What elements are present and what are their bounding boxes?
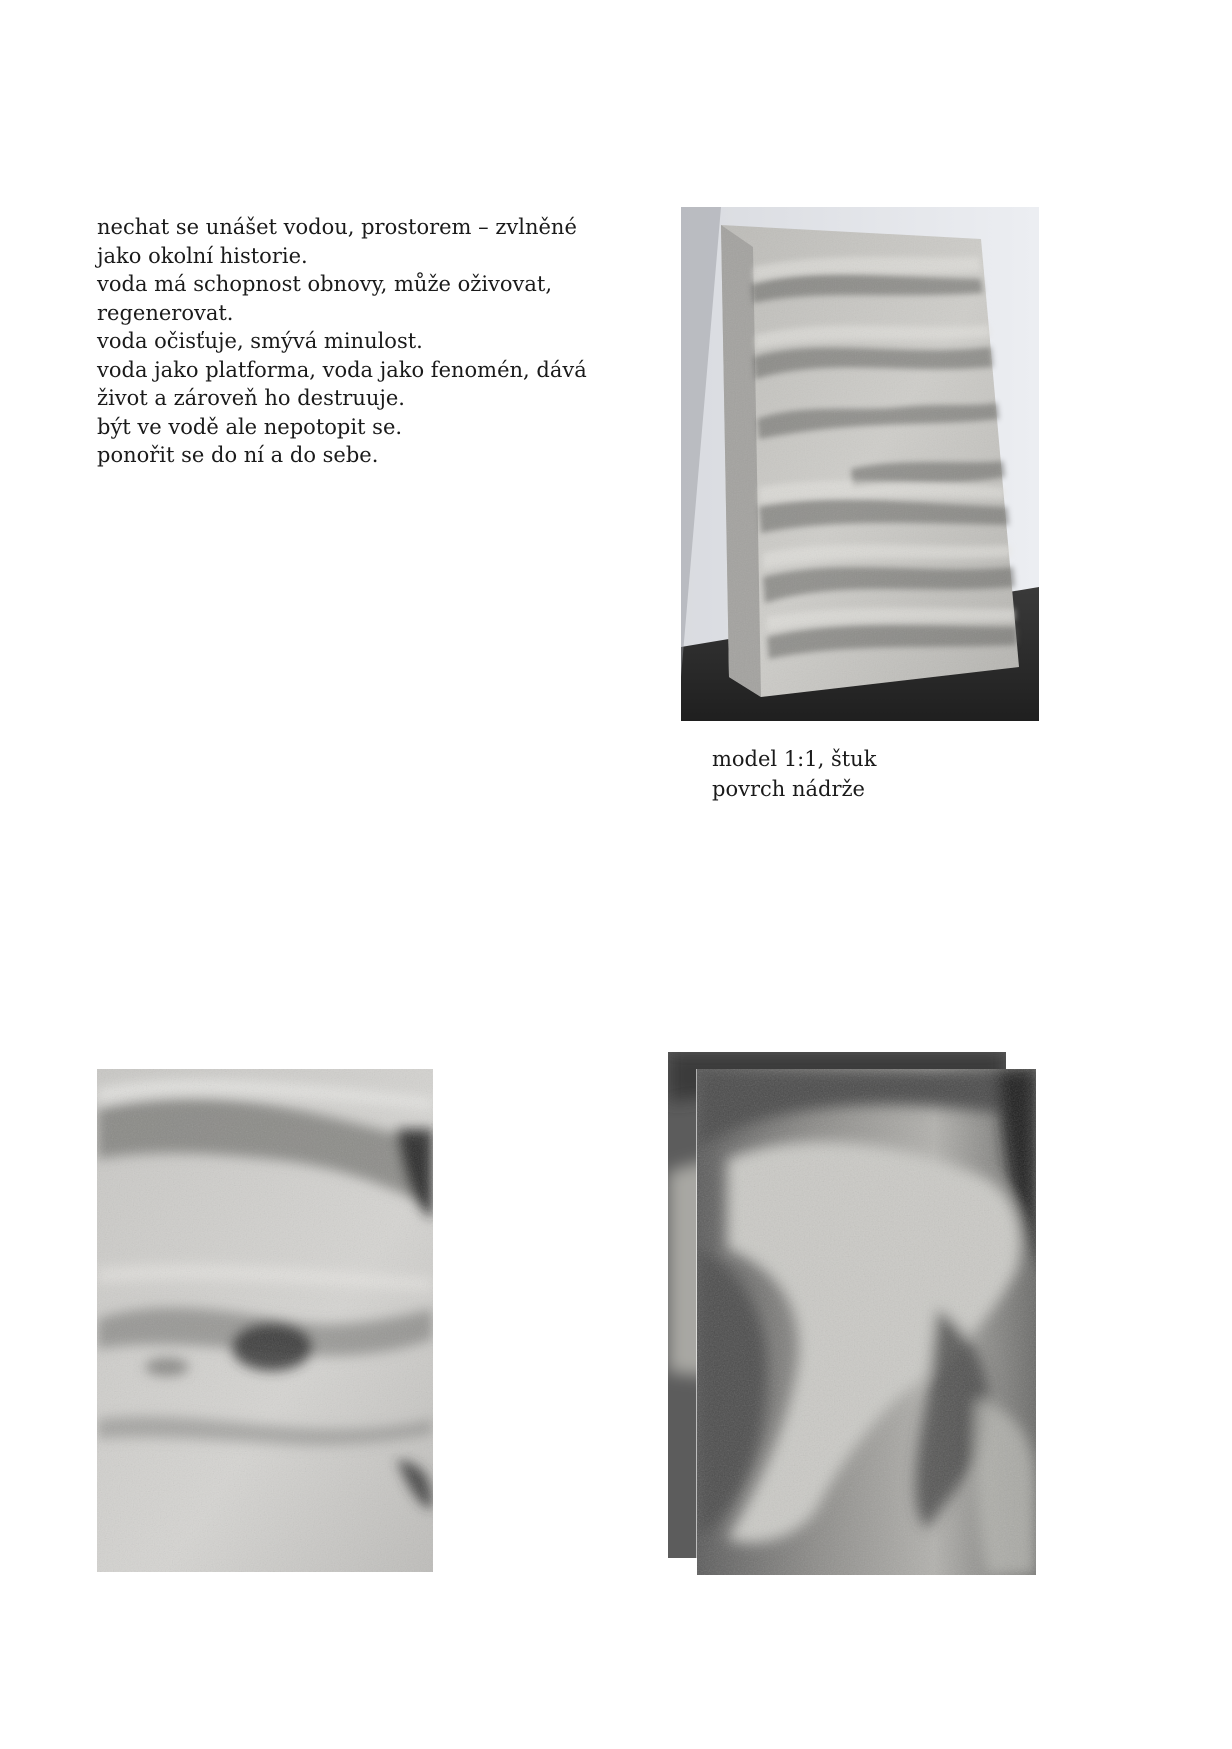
caption-line-material: model 1:1, štuk: [712, 747, 877, 771]
poem-line: regenerovat.: [97, 300, 234, 325]
photo-caption: [712, 744, 876, 804]
poem-line: život a zároveň ho destruuje.: [97, 386, 405, 410]
poem-line: ponořit se do ní a do sebe.: [97, 443, 379, 467]
stucco-detail-photo-left: [97, 1069, 433, 1572]
poem-line: voda očisťuje, smývá minulost.: [97, 329, 423, 353]
poem-line: jako okolní historie.: [97, 243, 308, 268]
poem-line: voda jako platforma, voda jako fenomén, dává: [97, 357, 587, 382]
poem-line: voda má schopnost obnovy, může oživovat,: [97, 272, 553, 296]
caption-line-subject: povrch nádrže: [712, 777, 865, 801]
stucco-detail-photo-front: [697, 1069, 1036, 1575]
stucco-panel-photo: [681, 207, 1039, 721]
poem-line: být ve vodě ale nepotopit se.: [97, 414, 403, 439]
poem-line: nechat se unášet vodou, prostorem – zvlněné: [97, 215, 577, 239]
poem-text: [97, 213, 597, 470]
